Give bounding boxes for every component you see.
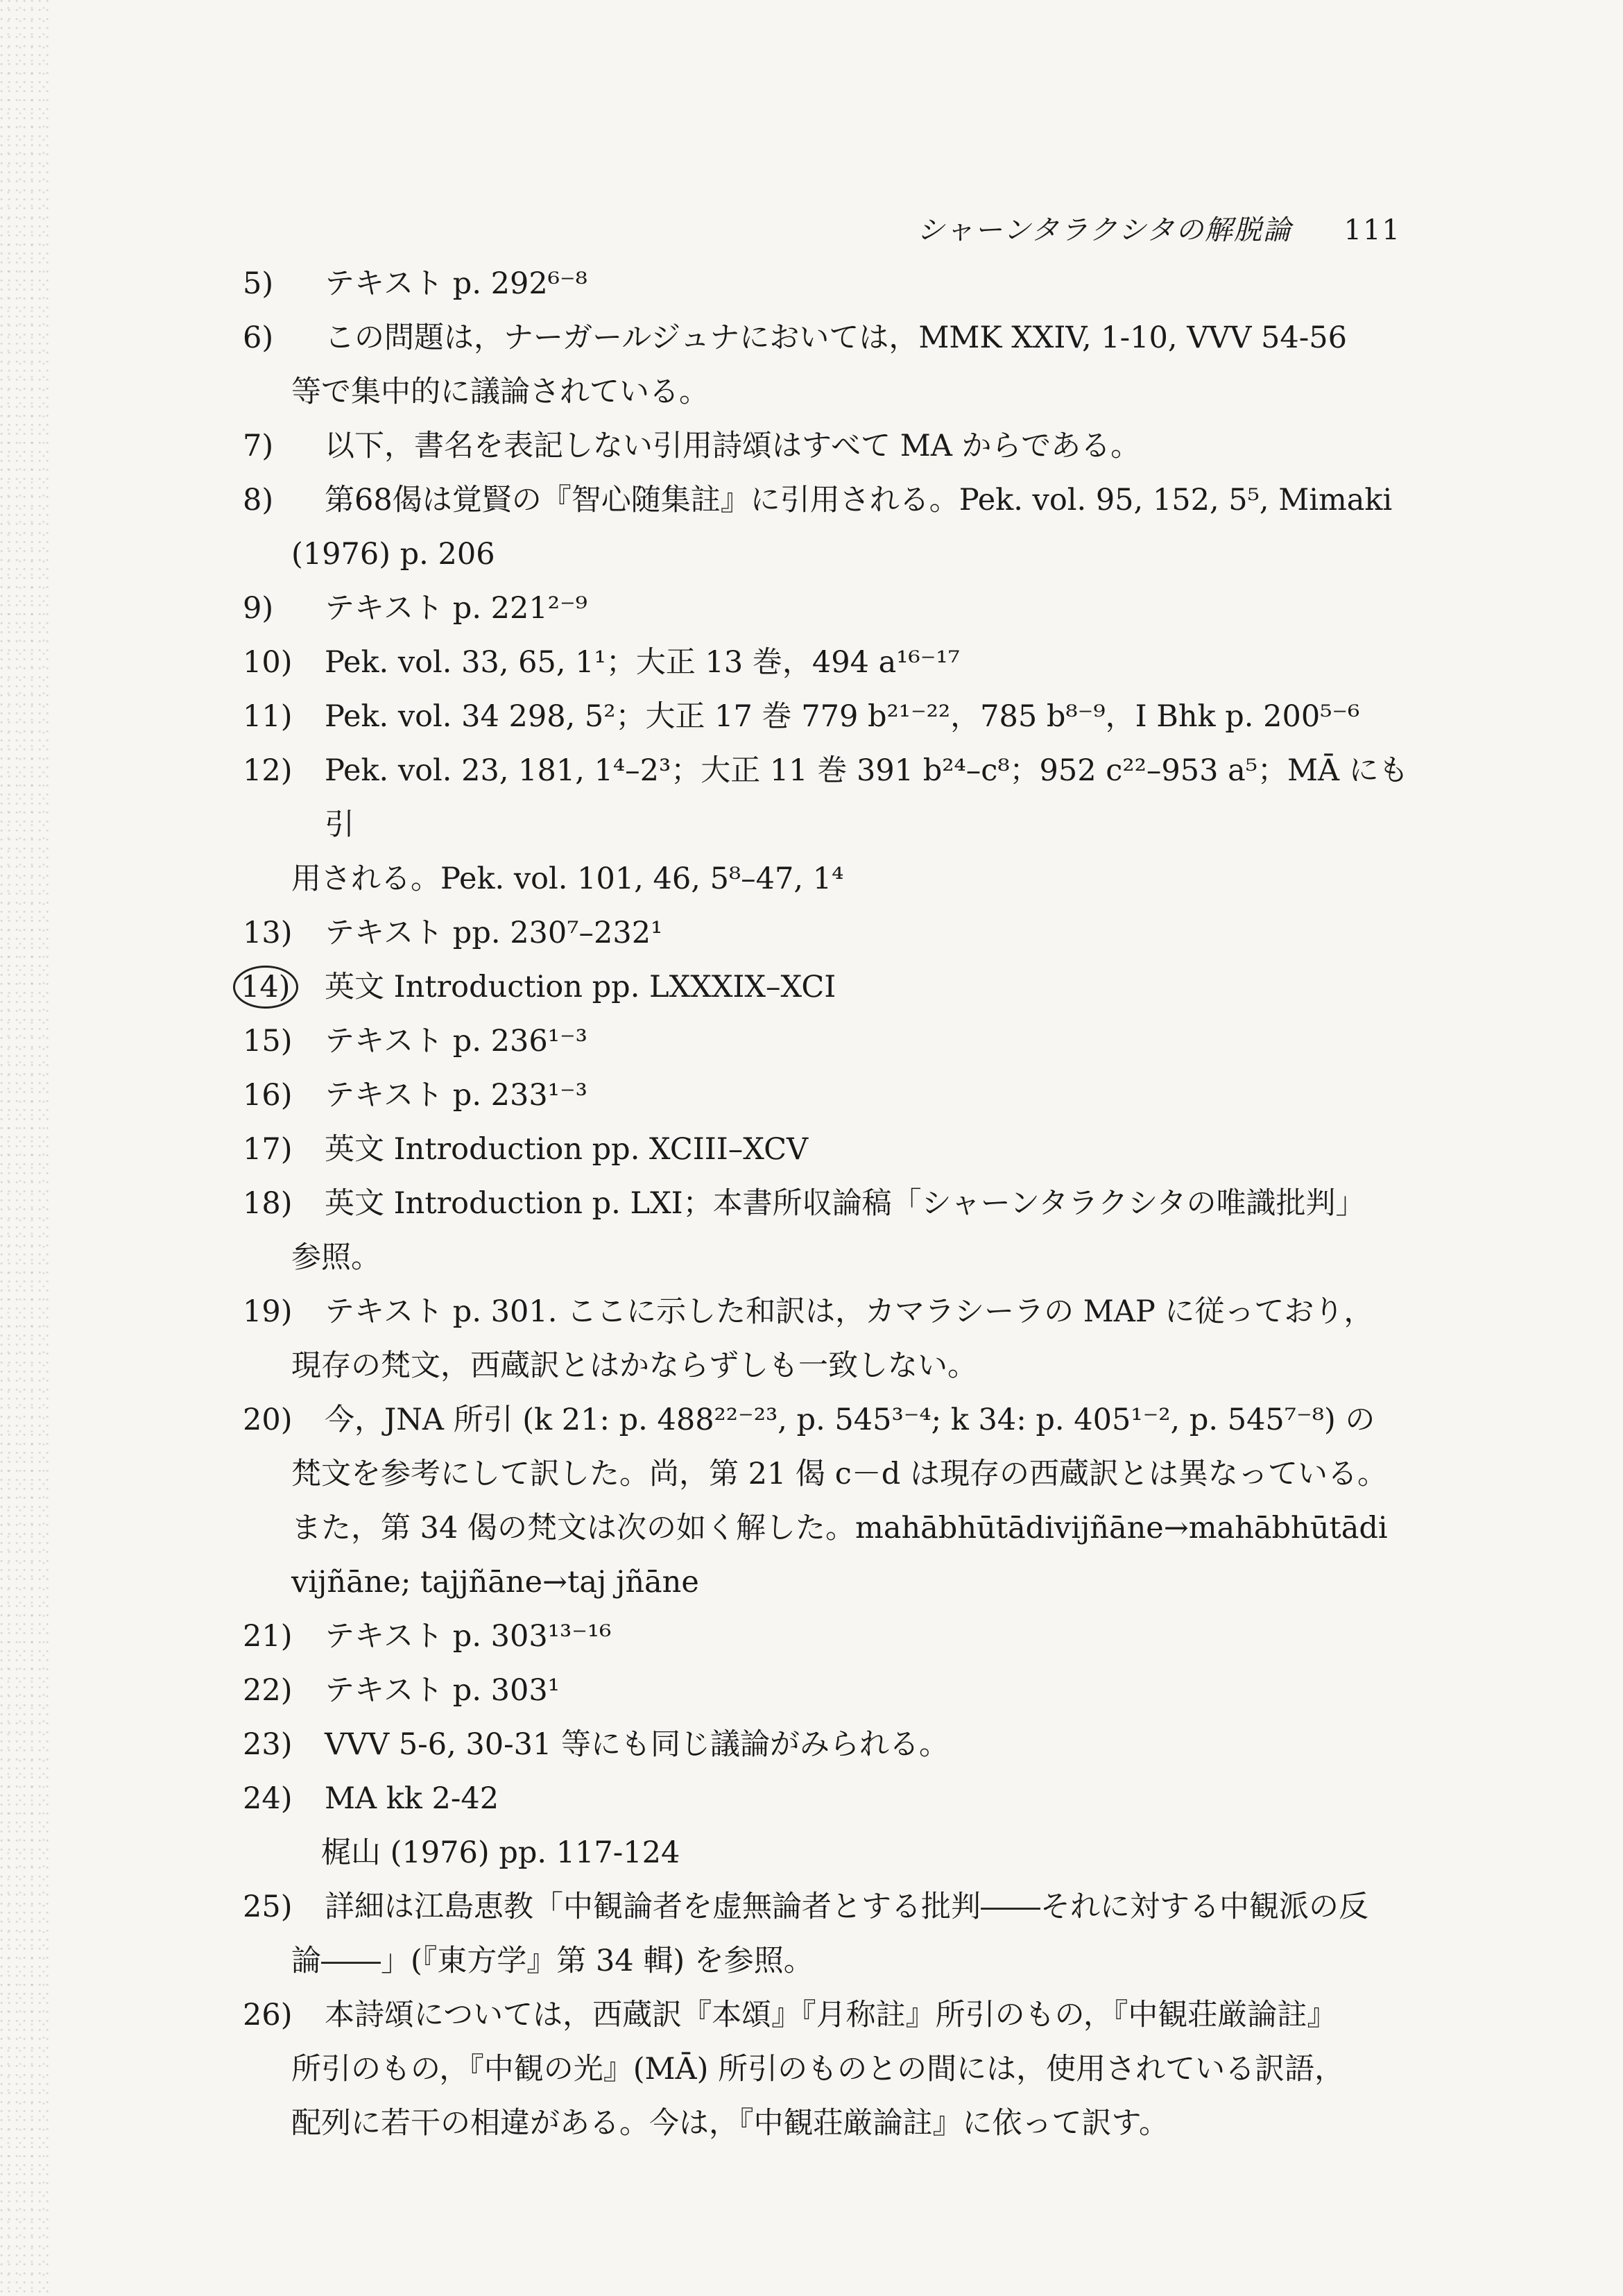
endnote-continuation: 梶山 (1976) pp. 117-124	[291, 1835, 680, 1870]
endnote-continuation: 等で集中的に議論されている。	[291, 375, 709, 409]
endnote-number	[243, 581, 312, 635]
endnote	[243, 419, 1415, 473]
endnote-text: 英文 Introduction p. LXI；本書所収論稿「シャーンタラクシタの唯識批判」	[325, 1186, 1366, 1221]
endnote-text: テキスト pp. 230⁷–232¹	[325, 916, 663, 950]
endnote-text: テキスト p. 236¹⁻³	[325, 1024, 587, 1059]
note-number-text: 24)	[243, 1781, 293, 1816]
endnote-continuation: 参照。	[291, 1240, 381, 1275]
circled-note-number: 14)	[233, 966, 298, 1009]
endnote	[243, 689, 1415, 744]
endnote	[243, 1880, 1415, 1988]
note-number-text: 12)	[243, 753, 293, 788]
page-number: 111	[1343, 214, 1401, 246]
note-number-text: 11)	[243, 699, 293, 734]
endnote	[243, 1176, 1415, 1285]
endnote-continuation: vijñāne; tajjñāne→taj jñāne	[291, 1565, 699, 1600]
endnote-text: 英文 Introduction pp. XCIII–XCV	[325, 1132, 809, 1167]
endnote-text: テキスト p. 303¹³⁻¹⁶	[325, 1619, 612, 1654]
note-number-text: 6)	[243, 320, 274, 355]
endnote	[243, 1988, 1415, 2150]
endnote-text: テキスト p. 221²⁻⁹	[325, 591, 587, 626]
endnote	[243, 1014, 1415, 1068]
endnote	[243, 1663, 1415, 1717]
endnotes-list	[243, 257, 1415, 2150]
endnote-number	[243, 960, 312, 1014]
endnote-continuation: 配列に若干の相違がある。今は，『中観荘厳論註』に依って訳す。	[291, 2106, 1169, 2141]
endnote	[243, 1609, 1415, 1663]
endnote-number	[243, 1609, 312, 1663]
endnote	[243, 1717, 1415, 1772]
note-number-text: 8)	[243, 483, 274, 517]
note-number-text: 19)	[243, 1294, 293, 1329]
running-header	[917, 208, 1401, 248]
endnote	[243, 906, 1415, 960]
endnote-text: テキスト p. 292⁶⁻⁸	[325, 266, 587, 301]
endnote-text: この問題は，ナーガールジュナにおいては，MMK XXIV, 1-10, VVV 54-56	[325, 320, 1348, 355]
endnote-number	[243, 1176, 312, 1231]
endnote-continuation: 現存の梵文，西蔵訳とはかならずしも一致しない。	[291, 1348, 977, 1383]
endnote-text: 本詩頌については，西蔵訳『本頌』『月称註』所引のもの，『中観荘厳論註』	[325, 1998, 1337, 2032]
endnote-number	[243, 635, 312, 689]
endnote-continuation: 用される。Pek. vol. 101, 46, 5⁸–47, 1⁴	[291, 862, 844, 896]
endnote	[243, 311, 1415, 419]
endnote-text: テキスト p. 233¹⁻³	[325, 1078, 587, 1113]
endnote	[243, 1068, 1415, 1122]
note-number-text: 7)	[243, 429, 274, 463]
note-number-text: 13)	[243, 916, 293, 950]
note-number-text: 15)	[243, 1024, 293, 1059]
endnote-text: 英文 Introduction pp. LXXXIX–XCI	[325, 970, 836, 1004]
endnote-number	[243, 1988, 312, 2042]
endnote-number	[243, 1393, 312, 1447]
endnote-number	[243, 1772, 312, 1826]
endnote-number	[243, 1122, 312, 1176]
endnote-text: 今，JNA 所引 (k 21: p. 488²²⁻²³, p. 545³⁻⁴; k 34: p. 405¹⁻², p. 545⁷⁻⁸) の	[325, 1403, 1375, 1437]
endnote-number	[243, 1880, 312, 1934]
endnote-number	[243, 473, 312, 527]
page-edge-speckle	[0, 0, 49, 2296]
endnote-text: テキスト p. 303¹	[325, 1673, 560, 1708]
endnote-text: 以下，書名を表記しない引用詩頌はすべて MA からである。	[325, 429, 1141, 463]
note-number-text: 20)	[243, 1403, 293, 1437]
endnote	[243, 635, 1415, 689]
endnote-continuation: 所引のもの，『中観の光』(MĀ) 所引のものとの間には，使用されている訳語，	[291, 2052, 1345, 2087]
endnote	[243, 257, 1415, 311]
endnote-text: Pek. vol. 33, 65, 1¹；大正 13 巻，494 a¹⁶⁻¹⁷	[325, 645, 960, 680]
endnote-continuation: (1976) p. 206	[291, 537, 495, 572]
endnote-number	[243, 689, 312, 744]
endnote	[243, 960, 1415, 1014]
note-number-text: 9)	[243, 591, 274, 626]
endnote-text: 詳細は江島恵教「中観論者を虚無論者とする批判――それに対する中観派の反	[325, 1890, 1368, 1924]
endnote-number	[243, 1717, 312, 1772]
endnote-text: Pek. vol. 23, 181, 1⁴–2³；大正 11 巻 391 b²⁴–c⁸；952 c²²–953 a⁵；MĀ にも引	[325, 753, 1409, 842]
note-number-text: 22)	[243, 1673, 293, 1708]
endnote-number	[243, 1068, 312, 1122]
endnote-number	[243, 1014, 312, 1068]
endnote-number	[243, 1285, 312, 1339]
note-number-text: 26)	[243, 1998, 293, 2032]
endnote	[243, 1393, 1415, 1609]
endnote	[243, 1122, 1415, 1176]
header-title: シャーンタラクシタの解脱論	[916, 214, 1292, 246]
endnote-continuation: 梵文を参考にして訳した。尚，第 21 偈 c－d は現存の西蔵訳とは異なっている。	[291, 1457, 1387, 1491]
endnote	[243, 1772, 1415, 1880]
note-number-text: 25)	[243, 1890, 293, 1924]
endnote-number	[243, 906, 312, 960]
endnote-continuation: また，第 34 偈の梵文は次の如く解した。mahābhūtādivijñāne→mahābhūtādi	[291, 1511, 1388, 1545]
note-number-text: 23)	[243, 1727, 293, 1762]
endnote-text: Pek. vol. 34 298, 5²；大正 17 巻 779 b²¹⁻²²，785 b⁸⁻⁹，I Bhk p. 200⁵⁻⁶	[325, 699, 1360, 734]
endnote-continuation: 論――」(『東方学』第 34 輯) を参照。	[291, 1944, 814, 1978]
endnote-text: MA kk 2-42	[325, 1781, 499, 1816]
endnote	[243, 581, 1415, 635]
endnote-text: VVV 5-6, 30-31 等にも同じ議論がみられる。	[325, 1727, 950, 1762]
note-number-text: 17)	[243, 1132, 293, 1167]
note-number-text: 10)	[243, 645, 293, 680]
note-number-text: 18)	[243, 1186, 293, 1221]
endnote	[243, 473, 1415, 581]
endnote-number	[243, 257, 312, 311]
endnote	[243, 1285, 1415, 1393]
note-number-text: 16)	[243, 1078, 293, 1113]
endnote-text: 第68偈は覚賢の『智心随集註』に引用される。Pek. vol. 95, 152, 5⁵, Mimaki	[325, 483, 1393, 517]
note-number-text: 5)	[243, 266, 274, 301]
endnote-text: テキスト p. 301. ここに示した和訳は，カマラシーラの MAP に従っており，	[325, 1294, 1374, 1329]
endnote-number	[243, 419, 312, 473]
endnote-number	[243, 311, 312, 365]
endnote-number	[243, 1663, 312, 1717]
endnote-number	[243, 744, 312, 798]
endnote	[243, 744, 1415, 906]
note-number-text: 21)	[243, 1619, 293, 1654]
